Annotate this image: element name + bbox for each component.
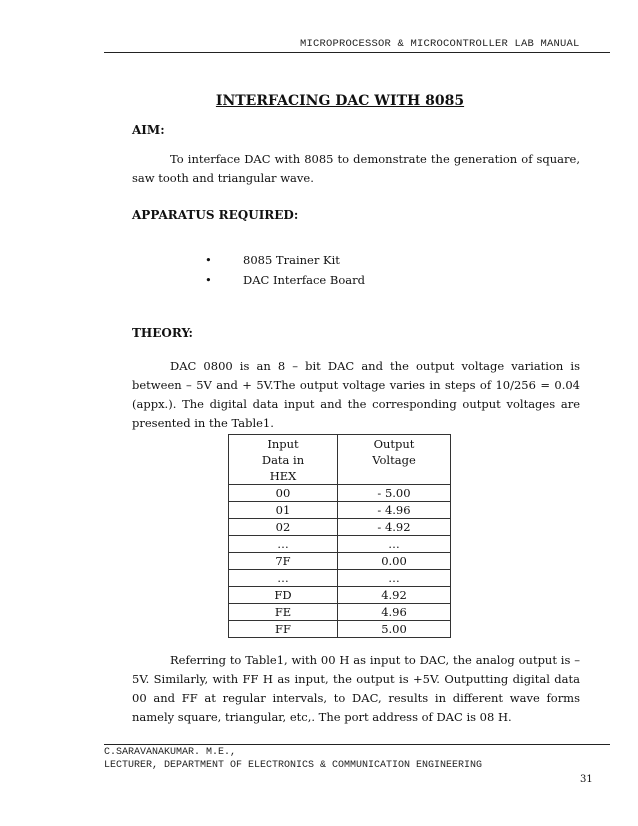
table-row bbox=[229, 502, 451, 519]
apparatus-item: DAC Interface Board bbox=[243, 273, 365, 287]
output-cell: - 4.92 bbox=[338, 519, 451, 536]
aim-text: To interface DAC with 8085 to demonstrate the generation of square, saw tooth and triangular wave. bbox=[132, 152, 580, 185]
input-cell: … bbox=[229, 536, 338, 553]
aim-heading: AIM: bbox=[132, 123, 165, 137]
input-cell: FE bbox=[229, 604, 338, 621]
header-input bbox=[229, 435, 338, 485]
footer-author: C.SARAVANAKUMAR. M.E., bbox=[104, 747, 237, 758]
footer-rule bbox=[104, 744, 610, 745]
output-cell: - 5.00 bbox=[338, 485, 451, 502]
table-row bbox=[229, 587, 451, 604]
theory-text: DAC 0800 is an 8 – bit DAC and the output voltage variation is between – 5V and + 5V.The output voltage varies in steps of 10/256 = 0.04 (appx.). The digital data input and the corresponding output voltages are presented in the Table1. bbox=[132, 359, 580, 430]
output-cell: … bbox=[338, 570, 451, 587]
table-row bbox=[229, 570, 451, 587]
theory-paragraph bbox=[132, 357, 580, 433]
input-cell: FF bbox=[229, 621, 338, 638]
theory-heading: THEORY: bbox=[132, 326, 193, 340]
explanation-paragraph bbox=[132, 651, 580, 727]
output-cell: 0.00 bbox=[338, 553, 451, 570]
page-number: 31 bbox=[580, 774, 593, 785]
header-rule bbox=[104, 52, 610, 53]
list-item bbox=[205, 270, 365, 290]
input-cell: 01 bbox=[229, 502, 338, 519]
input-cell: 02 bbox=[229, 519, 338, 536]
footer-department: LECTURER, DEPARTMENT OF ELECTRONICS & COMMUNICATION ENGINEERING bbox=[104, 760, 483, 771]
header-input-label: Input Data in HEX bbox=[261, 437, 305, 483]
table-row bbox=[229, 485, 451, 502]
apparatus-heading: APPARATUS REQUIRED: bbox=[132, 208, 299, 222]
input-cell: 00 bbox=[229, 485, 338, 502]
header-output-label: Output Voltage bbox=[372, 437, 416, 467]
input-cell: FD bbox=[229, 587, 338, 604]
apparatus-item: 8085 Trainer Kit bbox=[243, 253, 340, 267]
explanation-text: Referring to Table1, with 00 H as input to DAC, the analog output is – 5V. Similarly, with FF H as input, the output is +5V. Outputting digital data 00 and FF at regular intervals, to DAC, results in different wave forms namely square, triangular, etc,. The port address of DAC is 08 H. bbox=[132, 653, 580, 724]
list-item bbox=[205, 250, 365, 270]
table-row bbox=[229, 621, 451, 638]
input-cell: 7F bbox=[229, 553, 338, 570]
apparatus-list bbox=[205, 250, 365, 290]
output-cell: - 4.96 bbox=[338, 502, 451, 519]
table-header-row bbox=[229, 435, 451, 485]
aim-paragraph bbox=[132, 150, 580, 188]
running-header: MICROPROCESSOR & MICROCONTROLLER LAB MANUAL bbox=[300, 38, 580, 50]
output-cell: 4.96 bbox=[338, 604, 451, 621]
output-cell: … bbox=[338, 536, 451, 553]
bullet-icon: • bbox=[205, 253, 212, 267]
header-output bbox=[338, 435, 451, 485]
dac-table bbox=[228, 434, 451, 638]
table-row bbox=[229, 536, 451, 553]
input-cell: … bbox=[229, 570, 338, 587]
page-title: INTERFACING DAC WITH 8085 bbox=[215, 93, 465, 109]
table-row bbox=[229, 604, 451, 621]
table-row bbox=[229, 553, 451, 570]
output-cell: 5.00 bbox=[338, 621, 451, 638]
bullet-icon: • bbox=[205, 273, 212, 287]
table-row bbox=[229, 519, 451, 536]
output-cell: 4.92 bbox=[338, 587, 451, 604]
